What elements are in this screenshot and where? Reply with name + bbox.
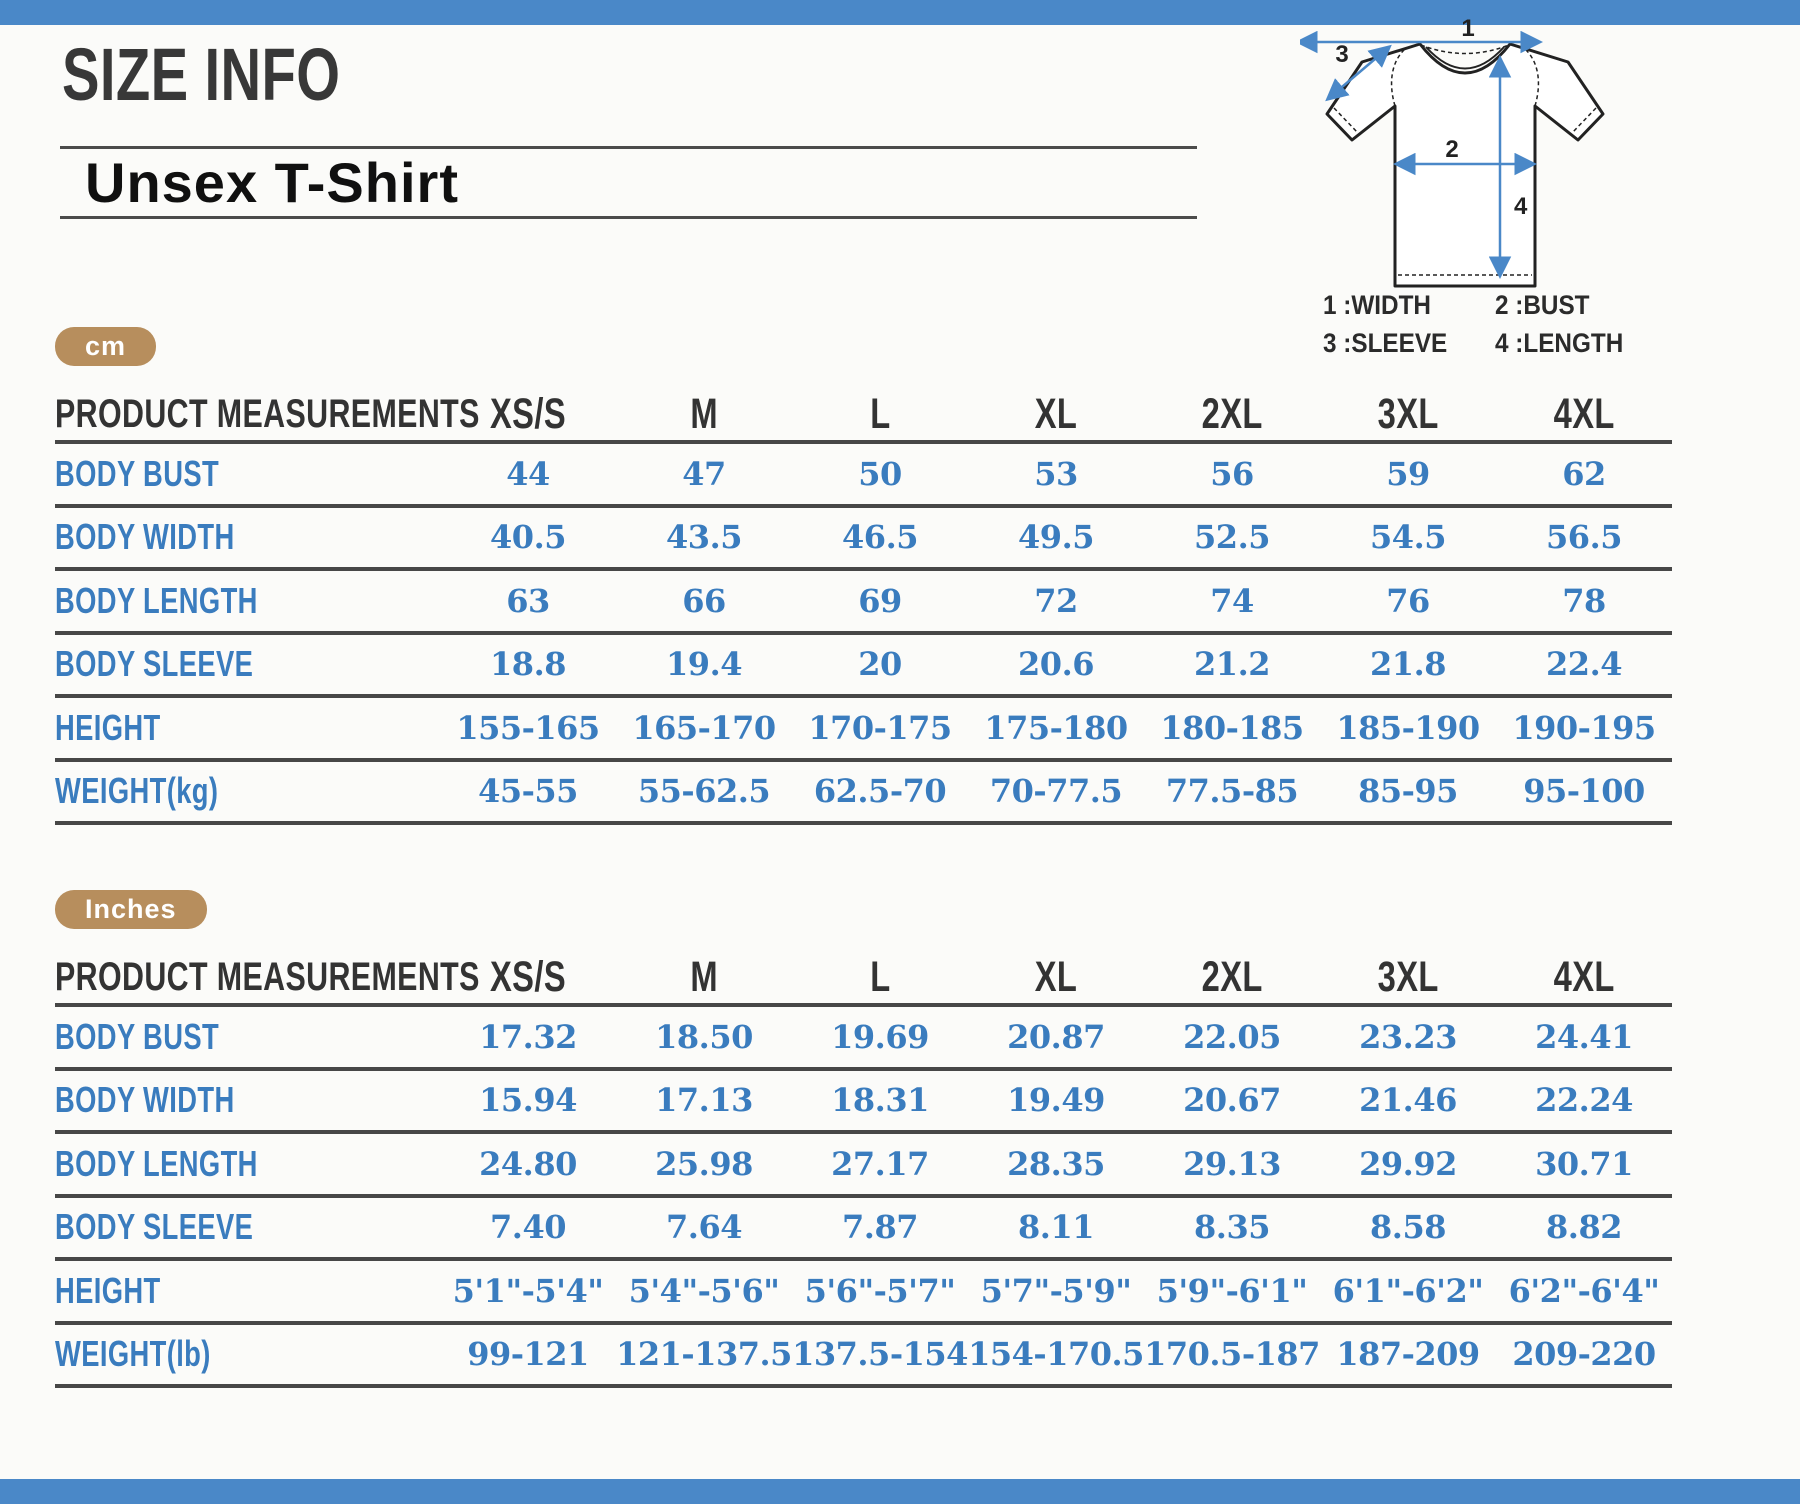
cell-value — [968, 1198, 1144, 1262]
cell-value-text: 190-195 — [1512, 708, 1656, 747]
cell-value-text: 69 — [858, 581, 902, 620]
size-column-header — [1144, 389, 1320, 444]
size-column-header — [968, 389, 1144, 444]
size-column-header-text: XS/S — [490, 953, 566, 1001]
cell-value — [440, 635, 616, 699]
row-label-text: BODY LENGTH — [55, 1142, 258, 1184]
cell-value — [1320, 1007, 1496, 1071]
cell-value-text: 62 — [1562, 454, 1606, 493]
size-column-header — [1320, 389, 1496, 444]
size-column-header — [792, 389, 968, 444]
row-label — [55, 1325, 440, 1389]
cell-value — [792, 762, 968, 826]
legend-width: 1 :WIDTH — [1323, 290, 1431, 320]
page-title-text: SIZE INFO — [62, 33, 341, 116]
cell-value — [968, 1261, 1144, 1325]
row-label-text: BODY SLEEVE — [55, 1206, 254, 1248]
row-label — [55, 1071, 440, 1135]
cell-value-text: 27.17 — [831, 1144, 929, 1183]
cell-value-text: 20.67 — [1183, 1081, 1281, 1120]
arrow-label-4: 4 — [1514, 193, 1528, 220]
column-header-measurements — [55, 952, 480, 1007]
cell-value-text: 7.64 — [666, 1208, 742, 1247]
size-column-header — [1496, 952, 1672, 1007]
cell-value — [792, 1134, 968, 1198]
cell-value — [616, 635, 792, 699]
cell-value — [440, 762, 616, 826]
cell-value-text: 22.24 — [1535, 1081, 1633, 1120]
cell-value-text: 170-175 — [808, 708, 952, 747]
cell-value-text: 55-62.5 — [637, 772, 771, 811]
row-label — [55, 762, 440, 826]
cell-value — [1320, 571, 1496, 635]
cell-value — [1144, 1198, 1320, 1262]
cell-value-text: 21.46 — [1359, 1081, 1457, 1120]
cell-value — [1144, 444, 1320, 508]
cell-value-text: 66 — [682, 581, 726, 620]
cell-value — [792, 444, 968, 508]
row-label — [55, 1198, 440, 1262]
cell-value-text: 52.5 — [1194, 518, 1270, 557]
cell-value-text: 85-95 — [1358, 772, 1458, 811]
cell-value — [1144, 1261, 1320, 1325]
cell-value — [1144, 571, 1320, 635]
cell-value-text: 20.87 — [1007, 1017, 1105, 1056]
cell-value-text: 175-180 — [984, 708, 1128, 747]
cell-value — [1496, 698, 1672, 762]
cell-value — [792, 1325, 968, 1389]
cell-value — [1496, 508, 1672, 572]
cell-value-text: 46.5 — [842, 518, 918, 557]
cell-value — [616, 1325, 792, 1389]
size-column-header-text: XL — [1034, 953, 1078, 1001]
row-label-text: BODY BUST — [55, 1015, 220, 1057]
cell-value — [968, 1134, 1144, 1198]
size-column-header — [792, 952, 968, 1007]
size-column-header — [1144, 952, 1320, 1007]
cell-value — [616, 1134, 792, 1198]
cell-value — [616, 1007, 792, 1071]
size-column-header-text: XL — [1034, 390, 1078, 438]
row-label-text: BODY SLEEVE — [55, 643, 254, 685]
cell-value — [1320, 698, 1496, 762]
cell-value — [792, 1007, 968, 1071]
cell-value-text: 29.92 — [1359, 1144, 1457, 1183]
cell-value-text: 63 — [506, 581, 550, 620]
cell-value-text: 18.31 — [831, 1081, 929, 1120]
cell-value-text: 76 — [1386, 581, 1430, 620]
cell-value — [1320, 508, 1496, 572]
cell-value-text: 8.11 — [1018, 1208, 1094, 1247]
row-label — [55, 1007, 440, 1071]
row-label-text: WEIGHT(kg) — [55, 770, 219, 812]
cell-value-text: 19.4 — [666, 645, 742, 684]
row-label-text: HEIGHT — [55, 1269, 161, 1311]
size-column-header — [968, 952, 1144, 1007]
row-label — [55, 444, 440, 508]
cell-value — [1320, 444, 1496, 508]
legend-sleeve: 3 :SLEEVE — [1323, 328, 1448, 358]
cell-value — [1496, 1261, 1672, 1325]
cell-value-text: 78 — [1562, 581, 1606, 620]
cell-value — [968, 444, 1144, 508]
cell-value — [1496, 635, 1672, 699]
tshirt-measurement-diagram — [1300, 14, 1630, 294]
cell-value — [1320, 1261, 1496, 1325]
size-column-header-text: 3XL — [1377, 390, 1439, 438]
cell-value — [1496, 571, 1672, 635]
row-label-text: HEIGHT — [55, 706, 161, 748]
cell-value-text: 53 — [1034, 454, 1078, 493]
cell-value — [1320, 1071, 1496, 1135]
cell-value — [1144, 635, 1320, 699]
cell-value — [792, 1261, 968, 1325]
cell-value-text: 56.5 — [1546, 518, 1622, 557]
size-column-header-text: M — [690, 390, 718, 438]
unit-badge-cm: cm — [55, 327, 156, 366]
cell-value — [440, 1007, 616, 1071]
cell-value-text: 44 — [506, 454, 550, 493]
cell-value-text: 5'6"-5'7" — [804, 1271, 956, 1310]
cell-value-text: 180-185 — [1160, 708, 1304, 747]
unit-badge-inches: Inches — [55, 890, 207, 929]
cell-value-text: 5'7"-5'9" — [980, 1271, 1132, 1310]
size-column-header — [616, 952, 792, 1007]
cell-value-text: 45-55 — [478, 772, 578, 811]
cell-value — [1320, 1134, 1496, 1198]
cell-value-text: 15.94 — [479, 1081, 577, 1120]
cell-value — [440, 571, 616, 635]
cell-value-text: 23.23 — [1359, 1017, 1457, 1056]
cell-value — [1144, 1007, 1320, 1071]
cell-value — [1144, 698, 1320, 762]
cell-value — [792, 698, 968, 762]
cell-value-text: 22.05 — [1183, 1017, 1281, 1056]
cell-value-text: 47 — [682, 454, 726, 493]
size-column-header-text: 4XL — [1553, 953, 1615, 1001]
cell-value-text: 5'9"-6'1" — [1156, 1271, 1308, 1310]
cell-value — [968, 1007, 1144, 1071]
row-label — [55, 508, 440, 572]
row-label — [55, 1261, 440, 1325]
cell-value-text: 95-100 — [1523, 772, 1645, 811]
cell-value-text: 59 — [1386, 454, 1430, 493]
legend-bust: 2 :BUST — [1495, 290, 1590, 320]
size-grid-inches — [55, 952, 1672, 1388]
size-grid-cm — [55, 389, 1672, 825]
size-column-header-text: 2XL — [1201, 390, 1263, 438]
page-title — [62, 33, 428, 116]
cell-value-text: 24.80 — [479, 1144, 577, 1183]
cell-value-text: 185-190 — [1336, 708, 1480, 747]
row-label-text: WEIGHT(lb) — [55, 1333, 211, 1375]
cell-value-text: 40.5 — [490, 518, 566, 557]
cell-value — [616, 508, 792, 572]
column-header-measurements-text: PRODUCT MEASUREMENTS — [55, 955, 480, 999]
row-label — [55, 571, 440, 635]
cell-value-text: 18.50 — [655, 1017, 753, 1056]
size-column-header — [1320, 952, 1496, 1007]
cell-value-text: 7.40 — [490, 1208, 566, 1247]
cell-value — [440, 508, 616, 572]
cell-value — [616, 698, 792, 762]
cell-value-text: 21.2 — [1194, 645, 1270, 684]
cell-value — [968, 762, 1144, 826]
cell-value-text: 154-170.5 — [968, 1335, 1144, 1374]
cell-value-text: 137.5-154 — [792, 1335, 968, 1374]
row-label-text: BODY WIDTH — [55, 1079, 235, 1121]
cell-value-text: 24.41 — [1535, 1017, 1633, 1056]
cell-value-text: 49.5 — [1018, 518, 1094, 557]
arrow-label-3: 3 — [1335, 41, 1349, 68]
size-column-header-text: L — [869, 953, 891, 1001]
cell-value-text: 54.5 — [1370, 518, 1446, 557]
cell-value — [792, 571, 968, 635]
cell-value-text: 28.35 — [1007, 1144, 1105, 1183]
cell-value-text: 43.5 — [666, 518, 742, 557]
cell-value-text: 17.32 — [479, 1017, 577, 1056]
cell-value-text: 187-209 — [1336, 1335, 1480, 1374]
size-column-header — [1496, 389, 1672, 444]
row-label-text: BODY LENGTH — [55, 579, 258, 621]
cell-value — [1320, 1325, 1496, 1389]
cell-value-text: 121-137.5 — [616, 1335, 792, 1374]
cell-value-text: 99-121 — [467, 1335, 589, 1374]
cell-value-text: 21.8 — [1370, 645, 1446, 684]
cell-value — [1320, 1198, 1496, 1262]
size-column-header — [616, 389, 792, 444]
cell-value-text: 20 — [858, 645, 902, 684]
cell-value — [616, 1261, 792, 1325]
size-column-header-text: 2XL — [1201, 953, 1263, 1001]
row-label — [55, 698, 440, 762]
cell-value — [792, 1071, 968, 1135]
cell-value — [1144, 508, 1320, 572]
cell-value-text: 18.8 — [490, 645, 566, 684]
column-header-measurements-text: PRODUCT MEASUREMENTS — [55, 392, 480, 436]
cell-value — [616, 571, 792, 635]
cell-value-text: 30.71 — [1535, 1144, 1633, 1183]
cell-value — [616, 762, 792, 826]
cell-value — [1496, 1007, 1672, 1071]
cell-value-text: 5'1"-5'4" — [452, 1271, 604, 1310]
cell-value — [968, 698, 1144, 762]
cell-value-text: 74 — [1210, 581, 1254, 620]
size-table-inches — [55, 890, 1672, 1388]
cell-value-text: 17.13 — [655, 1081, 753, 1120]
cell-value-text: 72 — [1034, 581, 1078, 620]
cell-value-text: 6'1"-6'2" — [1332, 1271, 1484, 1310]
cell-value-text: 25.98 — [655, 1144, 753, 1183]
cell-value — [1320, 635, 1496, 699]
row-label-text: BODY WIDTH — [55, 516, 235, 558]
row-label — [55, 635, 440, 699]
cell-value-text: 19.69 — [831, 1017, 929, 1056]
cell-value — [440, 1134, 616, 1198]
cell-value-text: 20.6 — [1018, 645, 1094, 684]
cell-value-text: 155-165 — [456, 708, 600, 747]
size-column-header-text: XS/S — [490, 390, 566, 438]
cell-value-text: 70-77.5 — [989, 772, 1123, 811]
cell-value — [968, 571, 1144, 635]
cell-value — [440, 698, 616, 762]
cell-value — [792, 1198, 968, 1262]
cell-value-text: 7.87 — [842, 1208, 918, 1247]
cell-value — [616, 1071, 792, 1135]
cell-value — [968, 1071, 1144, 1135]
cell-value — [1496, 1198, 1672, 1262]
cell-value-text: 5'4"-5'6" — [628, 1271, 780, 1310]
cell-value-text: 62.5-70 — [813, 772, 947, 811]
size-column-header-text: L — [869, 390, 891, 438]
cell-value — [1496, 1071, 1672, 1135]
cell-value — [792, 508, 968, 572]
size-column-header-text: M — [690, 953, 718, 1001]
cell-value — [616, 444, 792, 508]
cell-value-text: 50 — [858, 454, 902, 493]
column-header-measurements — [55, 389, 480, 444]
cell-value — [1320, 762, 1496, 826]
product-name: Unsex T-Shirt — [85, 151, 459, 214]
row-label-text: BODY BUST — [55, 452, 220, 494]
cell-value — [968, 508, 1144, 572]
arrow-label-1: 1 — [1461, 15, 1475, 42]
cell-value — [1144, 1134, 1320, 1198]
cell-value — [440, 444, 616, 508]
cell-value — [616, 1198, 792, 1262]
cell-value-text: 8.35 — [1194, 1208, 1270, 1247]
cell-value — [1496, 444, 1672, 508]
bottom-accent-bar — [0, 1479, 1800, 1504]
size-table-cm — [55, 327, 1672, 825]
cell-value-text: 56 — [1210, 454, 1254, 493]
cell-value — [1496, 1325, 1672, 1389]
cell-value — [1144, 1071, 1320, 1135]
cell-value-text: 6'2"-6'4" — [1508, 1271, 1660, 1310]
cell-value — [1496, 762, 1672, 826]
size-column-header-text: 3XL — [1377, 953, 1439, 1001]
cell-value-text: 77.5-85 — [1165, 772, 1299, 811]
cell-value-text: 209-220 — [1512, 1335, 1656, 1374]
cell-value-text: 165-170 — [632, 708, 776, 747]
arrow-label-2: 2 — [1445, 136, 1459, 163]
cell-value-text: 29.13 — [1183, 1144, 1281, 1183]
cell-value — [440, 1325, 616, 1389]
cell-value — [968, 1325, 1144, 1389]
cell-value-text: 19.49 — [1007, 1081, 1105, 1120]
cell-value — [1144, 1325, 1320, 1389]
row-label — [55, 1134, 440, 1198]
cell-value — [440, 1261, 616, 1325]
cell-value-text: 170.5-187 — [1144, 1335, 1320, 1374]
cell-value — [1496, 1134, 1672, 1198]
cell-value — [440, 1198, 616, 1262]
product-name-box — [60, 146, 1197, 219]
cell-value — [440, 1071, 616, 1135]
cell-value — [968, 635, 1144, 699]
cell-value-text: 8.58 — [1370, 1208, 1446, 1247]
legend-length: 4 :LENGTH — [1495, 328, 1624, 358]
cell-value-text: 22.4 — [1546, 645, 1622, 684]
cell-value — [1144, 762, 1320, 826]
cell-value-text: 8.82 — [1546, 1208, 1622, 1247]
cell-value — [792, 635, 968, 699]
size-column-header-text: 4XL — [1553, 390, 1615, 438]
